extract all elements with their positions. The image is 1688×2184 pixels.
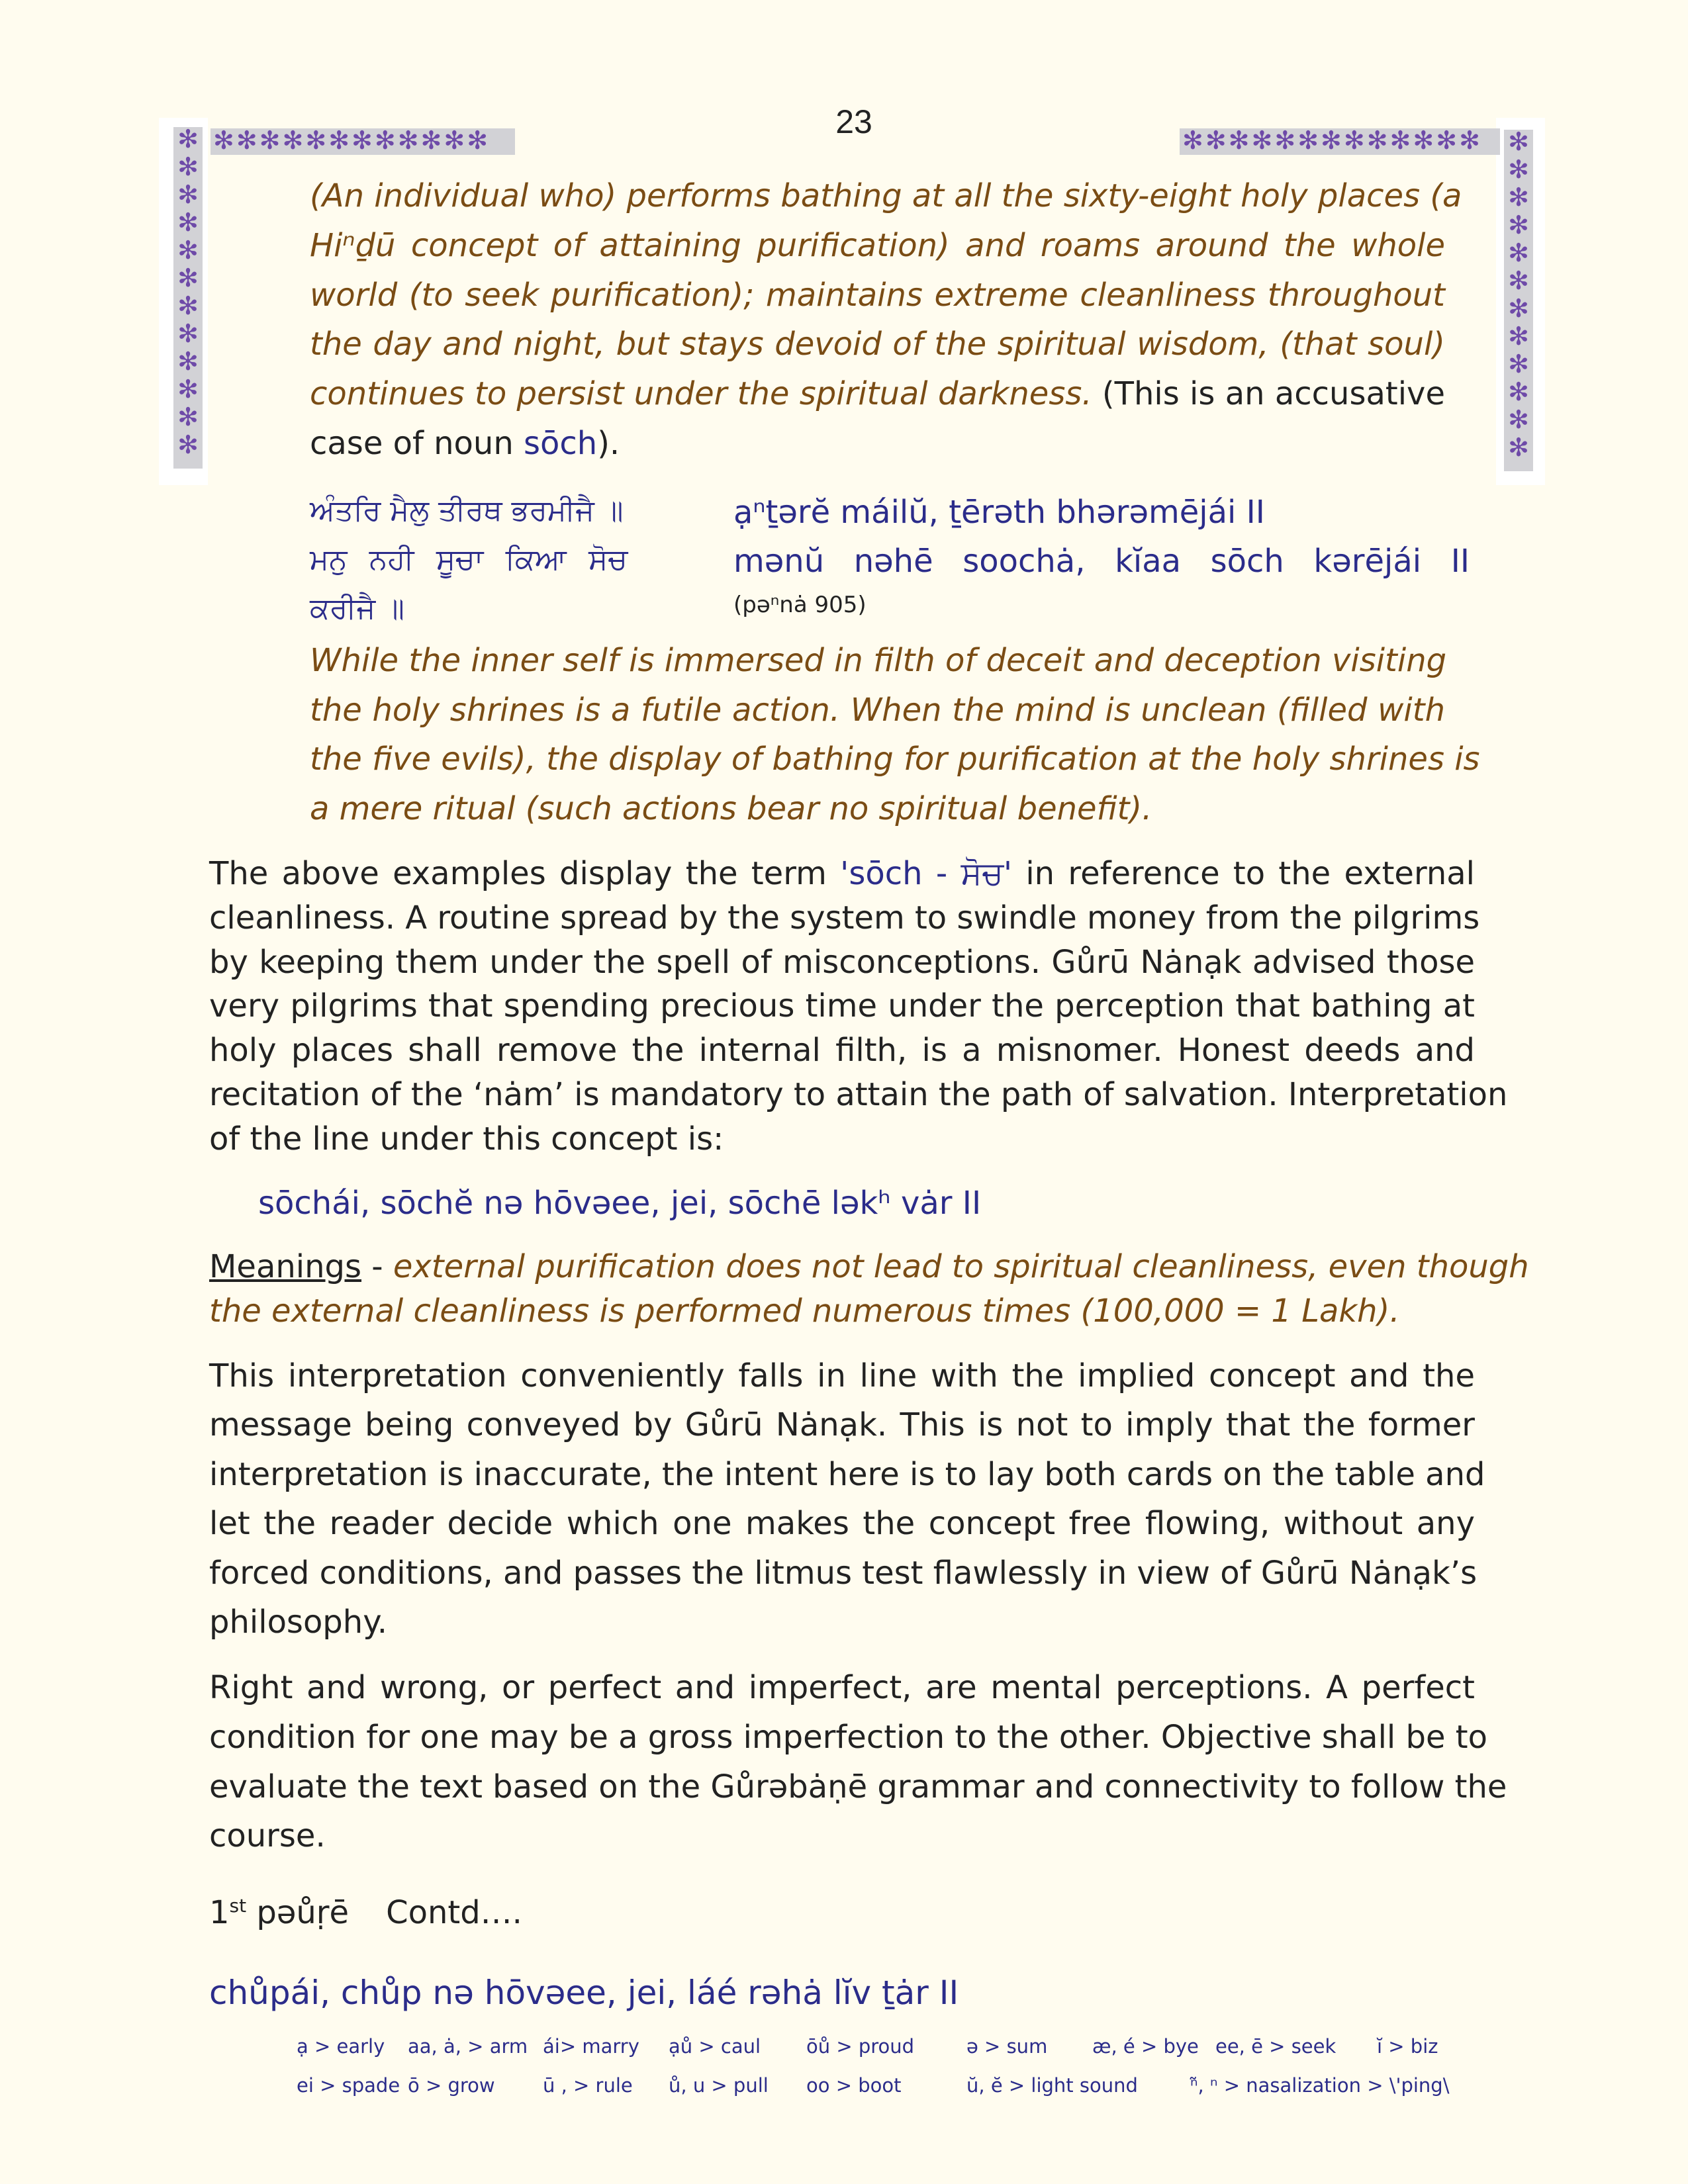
legend-item: ạ > early [297, 2035, 385, 2058]
legend-item: ei > spade [297, 2074, 400, 2097]
quote-line: Hiⁿḏū concept of attaining purification) and roams around the whole [310, 227, 1445, 264]
paragraph-line: philosophy. [209, 1604, 388, 1641]
paragraph-line: condition for one may be a gross imperfection to the other. Objective shall be to [209, 1719, 1487, 1756]
grammar-note-suffix: ). [597, 425, 620, 462]
star-ornament-icon: ✻ [177, 293, 199, 320]
paragraph-line: recitation of the ‘nȧm’ is mandatory to attain the path of salvation. Interpretation [209, 1076, 1508, 1113]
meaning-line: While the inner self is immersed in filth of deceit and deception visiting [310, 642, 1447, 679]
paragraph-line: let the reader decide which one makes the concept free flowing, without any [209, 1505, 1475, 1542]
legend-item: ⁿ̃, ⁿ > nasalization > \'ping\ [1190, 2074, 1450, 2097]
transliteration-line: sōchái, sōchĕ nə hōvəee, jei, sōchē ləkʰ vȧr II [258, 1185, 982, 1222]
star-ornament-icon: ✻ [177, 209, 199, 237]
quote-line-with-note [310, 375, 1445, 412]
paragraph-text: in reference to the external [1012, 855, 1476, 892]
paragraph-line: Right and wrong, or perfect and imperfect, are mental perceptions. A perfect [209, 1669, 1475, 1706]
meaning-line: the five evils), the display of bathing for purification at the holy shrines is [310, 741, 1480, 778]
paragraph-line: evaluate the text based on the Gůrəbȧṇē grammar and connectivity to follow the [209, 1768, 1507, 1805]
star-ornament-icon: ✻ [1508, 240, 1529, 267]
paragraph-line: course. [209, 1817, 326, 1854]
meanings-label: Meanings [209, 1248, 362, 1285]
paragraph-line: forced conditions, and passes the litmus test flawlessly in view of Gůrū Nȧnạk’s [209, 1555, 1477, 1592]
paragraph-line: of the line under this concept is: [209, 1120, 724, 1158]
meanings-line [209, 1248, 1529, 1285]
ornament-border-top-left: ✻✻✻✻✻✻✻✻✻✻✻✻ [211, 128, 515, 155]
section-title: pəůṛē [246, 1894, 350, 1931]
noun-term: sōch [524, 425, 598, 462]
meaning-line: a mere ritual (such actions bear no spiritual benefit). [310, 790, 1152, 827]
paragraph-line: cleanliness. A routine spread by the system to swindle money from the pilgrims [209, 899, 1480, 936]
section-contd: Contd…. [386, 1894, 522, 1931]
grammar-note: (This is an accusative [1092, 375, 1445, 412]
star-ornament-icon: ✻ [177, 404, 199, 432]
star-ornament-icon: ✻ [177, 348, 199, 376]
legend-item: ů, u > pull [669, 2074, 769, 2097]
star-ornament-icon: ✻ [177, 181, 199, 209]
quote-line: world (to seek purification); maintains extreme cleanliness throughout [310, 277, 1445, 314]
star-ornament-icon: ✻ [177, 265, 199, 293]
meaning-line: the holy shrines is a futile action. When the mind is unclean (filled with [310, 692, 1445, 729]
star-ornament-icon: ✻ [177, 432, 199, 459]
legend-item: ŭ, ĕ > light sound [966, 2074, 1138, 2097]
legend-item: ōů > proud [806, 2035, 915, 2058]
quote-line: (An individual who) performs bathing at all the sixty-eight holy places (a [310, 177, 1462, 214]
star-ornament-icon: ✻ [1508, 184, 1529, 212]
star-ornament-icon: ✻ [1508, 351, 1529, 379]
gurmukhi-verse-line: ਅੰਤਰਿ ਮੈਲੁ ਤੀਰਥ ਭਰਮੀਜੈ ॥ [310, 494, 624, 527]
star-ornament-icon: ✻ [177, 320, 199, 348]
star-ornament-icon: ✻ [1508, 267, 1529, 295]
star-ornament-icon: ✻ [1508, 323, 1529, 351]
paragraph-line: interpretation is inaccurate, the intent here is to lay both cards on the table and [209, 1456, 1485, 1493]
page-number: 23 [835, 103, 872, 140]
meanings-line: the external cleanliness is performed numerous times (100,000 = 1 Lakh). [209, 1293, 1400, 1330]
paragraph-line: very pilgrims that spending precious time under the perception that bathing at [209, 987, 1475, 1024]
gurmukhi-verse-line: ਕਰੀਜੈ ॥ [310, 592, 404, 625]
quote-line: the day and night, but stays devoid of the spiritual wisdom, (that soul) [310, 326, 1445, 363]
paragraph-line: message being conveyed by Gůrū Nȧnạk. This is not to imply that the former [209, 1406, 1475, 1443]
star-ornament-icon: ✻ [177, 237, 199, 265]
star-ornament-icon: ✻ [177, 376, 199, 404]
gurmukhi-verse-line: ਮਨੁ ਨਹੀ ਸੂਚਾ ਕਿਆ ਸੋਚ [310, 543, 628, 576]
meanings-text: external purification does not lead to spiritual cleanliness, even though [393, 1248, 1529, 1285]
star-ornament-icon: ✻ [1508, 156, 1529, 184]
transliteration-line: mənŭ nəhē soochȧ, kĭaa sōch kərējái II [733, 543, 1470, 580]
grammar-note-prefix: case of noun [310, 425, 524, 462]
legend-item: aa, ȧ, > arm [408, 2035, 528, 2058]
star-ornament-icon: ✻ [1508, 406, 1529, 434]
grammar-note-line [310, 425, 1445, 462]
star-ornament-icon: ✻ [1508, 434, 1529, 462]
star-ornament-icon: ✻ [1508, 295, 1529, 323]
transliteration-line: chůpái, chůp nə hōvəee, jei, láé rəhȧ lĭv ṯȧr II [209, 1974, 959, 2012]
highlighted-term: 'sōch - ਸੋਚ' [840, 855, 1013, 892]
legend-item: ĭ > biz [1377, 2035, 1438, 2058]
legend-item: ə > sum [966, 2035, 1048, 2058]
legend-item: ạů > caul [669, 2035, 761, 2058]
page-reference: (pəⁿnȧ 905) [733, 592, 867, 618]
legend-item: ee, ē > seek [1215, 2035, 1336, 2058]
transliteration-line: ạⁿṯərĕ máilŭ, ṯērəth bhərəmējái II [733, 494, 1265, 531]
legend-item: æ, é > bye [1092, 2035, 1199, 2058]
paragraph-line: holy places shall remove the internal filth, is a misnomer. Honest deeds and [209, 1032, 1475, 1069]
quote-line: continues to persist under the spiritual darkness. [310, 375, 1092, 412]
star-ornament-icon: ✻ [1508, 130, 1529, 156]
legend-item: ái> marry [543, 2035, 639, 2058]
ornament-border-left [173, 127, 203, 469]
star-ornament-icon: ✻ [1508, 212, 1529, 240]
legend-item: oo > boot [806, 2074, 902, 2097]
paragraph-line: This interpretation conveniently falls in line with the implied concept and the [209, 1357, 1475, 1394]
ornament-border-top-right: ✻✻✻✻✻✻✻✻✻✻✻✻✻ [1180, 128, 1500, 155]
legend-item: ō > grow [408, 2074, 495, 2097]
meanings-dash: - [361, 1248, 393, 1285]
paragraph-text: The above examples display the term [209, 855, 841, 892]
paragraph-line [209, 855, 1475, 893]
section-number: 1 [209, 1894, 230, 1931]
section-heading [209, 1894, 522, 1931]
star-ornament-icon: ✻ [177, 127, 199, 154]
section-ordinal: st [229, 1895, 247, 1917]
star-ornament-icon: ✻ [1508, 379, 1529, 406]
paragraph-line: by keeping them under the spell of misconceptions. Gůrū Nȧnạk advised those [209, 944, 1475, 981]
legend-item: ū , > rule [543, 2074, 633, 2097]
ornament-border-right [1504, 130, 1533, 471]
star-ornament-icon: ✻ [177, 154, 199, 181]
